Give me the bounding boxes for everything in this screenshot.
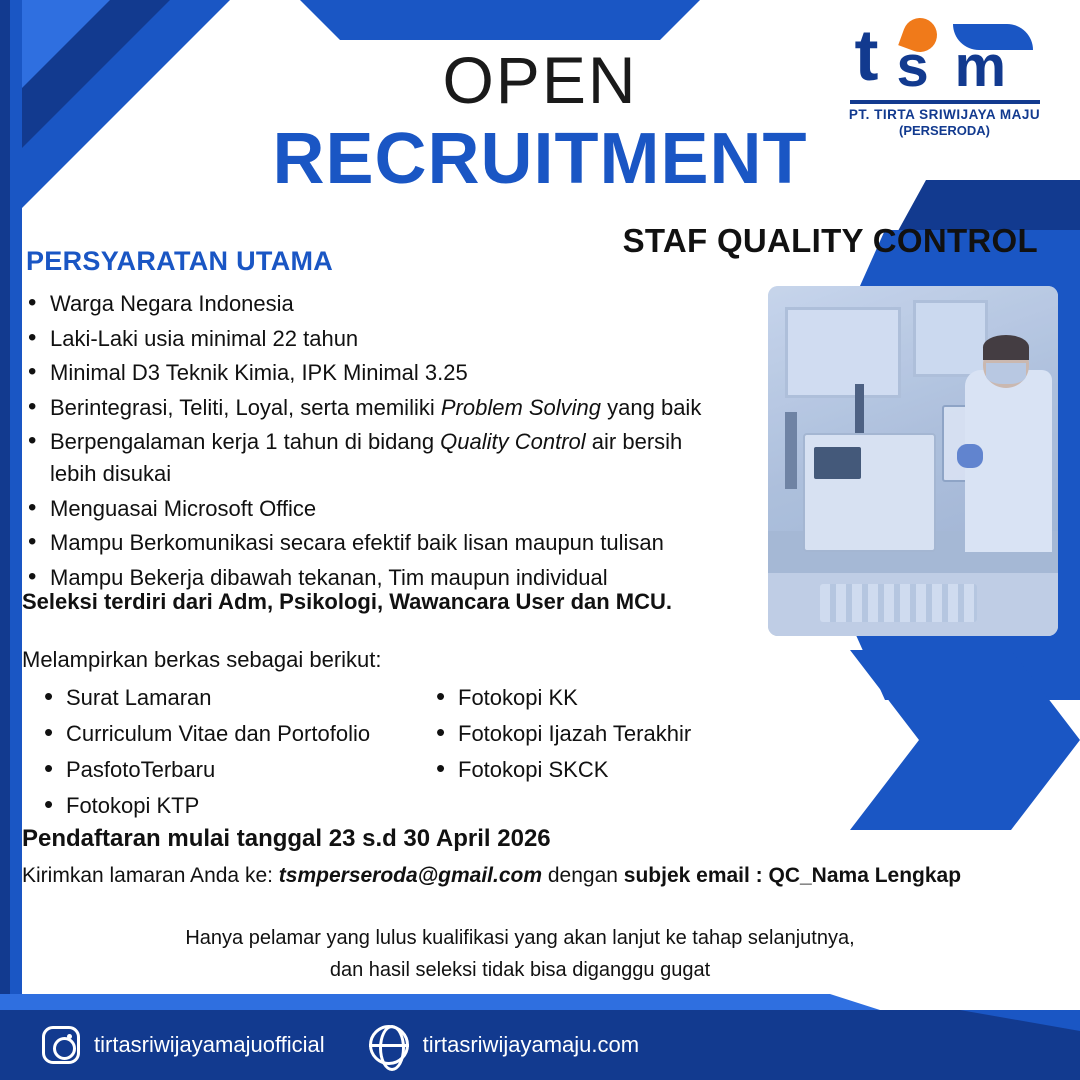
email-subject: subjek email : QC_Nama Lengkap: [623, 864, 962, 887]
requirement-item: • Minimal D3 Teknik Kimia, IPK Minimal 3.25: [22, 357, 722, 389]
attachment-item: • Curriculum Vitae dan Portofolio: [38, 716, 458, 752]
logo-divider: [850, 100, 1040, 104]
attachments-label: Melampirkan berkas sebagai berikut:: [22, 647, 382, 672]
laboratory-photo: [768, 286, 1058, 636]
attachment-item: • Fotokopi KTP: [38, 788, 458, 824]
requirement-item: • Mampu Berkomunikasi secara efektif baik lisan maupun tulisan: [22, 527, 722, 559]
email-address: tsmperseroda@gmail.com: [278, 864, 543, 887]
globe-icon: [369, 1025, 409, 1065]
footer: [0, 1010, 1080, 1080]
attachment-item: • PasfotoTerbaru: [38, 752, 458, 788]
instagram-handle: tirtasriwijayamajuofficial: [94, 1032, 325, 1057]
logo-mark: [845, 18, 1045, 100]
job-title: STAF QUALITY CONTROL: [622, 222, 1038, 259]
logo-letter-m: m: [954, 34, 1007, 99]
website-link[interactable]: [369, 1025, 639, 1065]
logo-letter-t: t: [854, 16, 879, 96]
attachment-item: • Fotokopi Ijazah Terakhir: [430, 716, 850, 752]
disclaimer-note: [0, 922, 1040, 986]
email-instruction: [22, 864, 961, 888]
selection-note: Seleksi terdiri dari Adm, Psikologi, Wawancara User dan MCU.: [22, 589, 673, 614]
logo-company-status: (PERSERODA): [898, 123, 990, 138]
instagram-link[interactable]: [42, 1026, 325, 1064]
instagram-icon: [42, 1026, 80, 1064]
company-logo: [837, 18, 1052, 148]
open-word: OPEN: [442, 43, 638, 117]
requirement-item: • Laki-Laki usia minimal 22 tahun: [22, 323, 722, 355]
logo-company-name: PT. TIRTA SRIWIJAYA MAJU: [848, 107, 1041, 122]
requirements-list: [22, 288, 722, 596]
requirement-item: • Berpengalaman kerja 1 tahun di bidang Quality Control air bersih lebih disukai: [22, 426, 722, 490]
attachment-item: • Fotokopi SKCK: [430, 752, 850, 788]
attachments-column-left: [38, 680, 458, 824]
requirement-item: • Mampu Bekerja dibawah tekanan, Tim maupun individual: [22, 562, 722, 594]
requirement-item: • Berintegrasi, Teliti, Loyal, serta memiliki Problem Solving yang baik: [22, 392, 722, 424]
logo-letter-s: s: [896, 34, 929, 99]
requirement-item: • Warga Negara Indonesia: [22, 288, 722, 320]
decor-bottom-accent: [0, 994, 1080, 1010]
attachments-column-right: [430, 680, 850, 788]
attachment-item: • Fotokopi KK: [430, 680, 850, 716]
email-prefix: Kirimkan lamaran Anda ke:: [22, 864, 279, 887]
registration-period: Pendaftaran mulai tanggal 23 s.d 30 April 2026: [22, 825, 551, 852]
requirements-heading: PERSYARATAN UTAMA: [26, 246, 334, 276]
requirement-item: • Menguasai Microsoft Office: [22, 493, 722, 525]
website-url: tirtasriwijayamaju.com: [422, 1032, 640, 1057]
decor-top-band: [300, 0, 700, 40]
disclaimer-line-1: Hanya pelamar yang lulus kualifikasi yang akan lanjut ke tahap selanjutnya,: [185, 927, 855, 949]
recruitment-word: RECRUITMENT: [272, 119, 808, 199]
disclaimer-line-2: dan hasil seleksi tidak bisa diganggu gugat: [329, 959, 711, 981]
attachment-item: • Surat Lamaran: [38, 680, 458, 716]
email-middle: dengan: [542, 864, 624, 887]
